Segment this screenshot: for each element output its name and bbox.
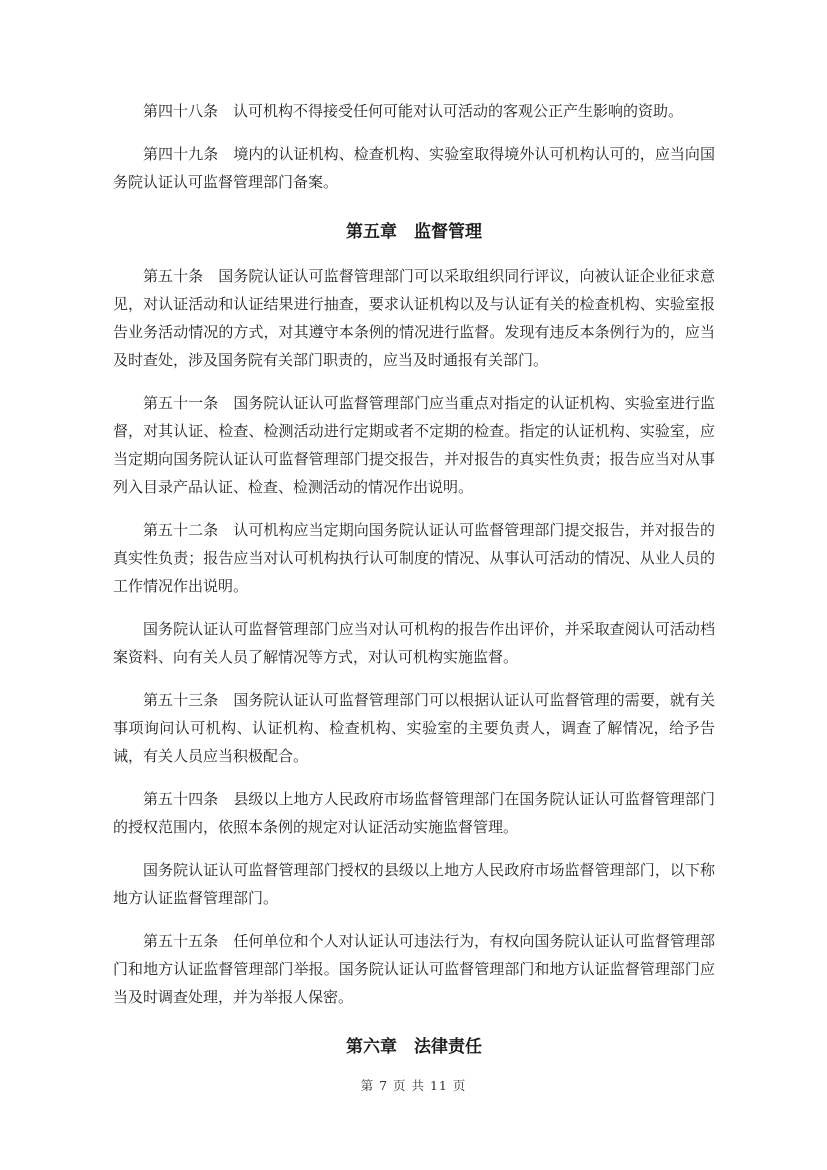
page-footer [0,1077,827,1095]
article-49-paragraph: 第四十九条 境内的认证机构、检查机构、实验室取得境外认可机构认可的，应当向国务院认证认可监督管理部门备案。 [113,145,715,191]
article-53-paragraph: 第五十三条 国务院认证认可监督管理部门可以根据认证认可监督管理的需要，就有关事项询问认可机构、认证机构、检查机构、实验室的主要负责人，调查了解情况，给予告诫，有关人员应当积极配合。 [113,691,715,765]
article-54-continuation-paragraph: 国务院认证认可监督管理部门授权的县级以上地方人民政府市场监督管理部门，以下称地方认证监督管理部门。 [113,861,715,907]
article-54-paragraph: 第五十四条 县级以上地方人民政府市场监督管理部门在国务院认证认可监督管理部门的授权范围内，依照本条例的规定对认证活动实施监督管理。 [113,790,715,836]
document-content [113,97,715,1077]
article-55-paragraph: 第五十五条 任何单位和个人对认证认可违法行为，有权向国务院认证认可监督管理部门和地方认证监督管理部门举报。国务院认证认可监督管理部门和地方认证监督管理部门应当及时调查处理，并为举报人保密。 [113,932,715,1006]
article-52-paragraph: 第五十二条 认可机构应当定期向国务院认证认可监督管理部门提交报告，并对报告的真实性负责；报告应当对认可机构执行认可制度的情况、从事认可活动的情况、从业人员的工作情况作出说明。 [113,521,715,595]
page-number-indicator: 第 7 页 共 11 页 [360,1078,467,1093]
chapter-6-heading: 第六章 法律责任 [346,1037,482,1057]
chapter-5-heading: 第五章 监督管理 [346,222,482,242]
article-50-paragraph: 第五十条 国务院认证认可监督管理部门可以采取组织同行评议，向被认证企业征求意见，对认证活动和认证结果进行抽查，要求认证机构以及与认证有关的检查机构、实验室报告业务活动情况的方式，对其遵守本条例的情况进行监督。发现有违反本条例行为的，应当及时查处，涉及国务院有关部门职责的，应当及时通报有关部门。 [113,267,715,369]
article-52-continuation-paragraph: 国务院认证认可监督管理部门应当对认可机构的报告作出评价，并采取查阅认可活动档案资料、向有关人员了解情况等方式，对认可机构实施监督。 [113,620,715,666]
article-51-paragraph: 第五十一条 国务院认证认可监督管理部门应当重点对指定的认证机构、实验室进行监督，对其认证、检查、检测活动进行定期或者不定期的检查。指定的认证机构、实验室，应当定期向国务院认证认可监督管理部门提交报告，并对报告的真实性负责；报告应当对从事列入目录产品认证、检查、检测活动的情况作出说明。 [113,394,715,496]
article-48-paragraph: 第四十八条 认可机构不得接受任何可能对认可活动的客观公正产生影响的资助。 [143,102,684,120]
